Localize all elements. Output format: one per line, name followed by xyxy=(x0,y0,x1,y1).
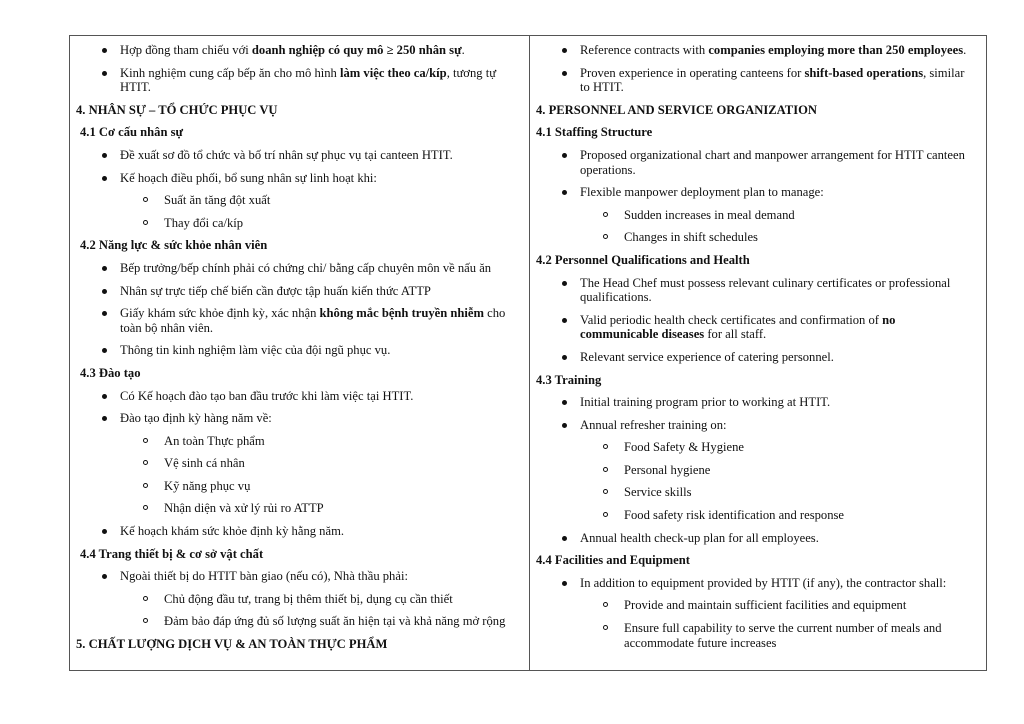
bullet-4-1-2: Kế hoạch điều phối, bổ sung nhân sự linh hoạt khi: xyxy=(76,171,517,186)
subbullet-4-1-1: Suất ăn tăng đột xuất xyxy=(76,193,517,208)
bullet-4-1-2: Flexible manpower deployment plan to manage: xyxy=(536,185,976,200)
vietnamese-column xyxy=(70,36,529,670)
subbullet-4-3-4: Food safety risk identification and response xyxy=(536,508,976,523)
bullet-4-2-1: The Head Chef must possess relevant culinary certificates or professional qualifications. xyxy=(536,276,976,305)
subbullet-4-1-1: Sudden increases in meal demand xyxy=(536,208,976,223)
english-column xyxy=(529,36,986,670)
bullet-4-2-2: Valid periodic health check certificates and confirmation of no communicable diseases for all staff. xyxy=(536,313,976,342)
heading-4-3: 4.3 Training xyxy=(536,372,602,387)
subbullet-4-4-2: Ensure full capability to serve the current number of meals and accommodate future increases xyxy=(536,621,976,650)
subbullet-4-1-2: Thay đổi ca/kíp xyxy=(76,216,517,231)
subbullet-4-4-1: Provide and maintain sufficient facilities and equipment xyxy=(536,598,976,613)
bullet-4-1-1: Đề xuất sơ đồ tổ chức và bố trí nhân sự phục vụ tại canteen HTIT. xyxy=(76,148,517,163)
heading-section-5: 5. CHẤT LƯỢNG DỊCH VỤ & AN TOÀN THỰC PHẨM xyxy=(76,637,388,652)
heading-4-1: 4.1 Cơ cấu nhân sự xyxy=(80,125,184,140)
bullet-reference-contracts: Reference contracts with companies employing more than 250 employees. xyxy=(536,43,976,58)
heading-4-2: 4.2 Personnel Qualifications and Health xyxy=(536,252,750,267)
bullet-4-2-3: Relevant service experience of catering personnel. xyxy=(536,350,976,365)
subbullet-4-3-4: Nhận diện và xử lý rủi ro ATTP xyxy=(76,501,517,516)
bullet-4-3-3: Annual health check-up plan for all employees. xyxy=(536,531,976,546)
heading-4-4: 4.4 Facilities and Equipment xyxy=(536,553,690,568)
bullet-4-4-1: Ngoài thiết bị do HTIT bàn giao (nếu có), Nhà thầu phải: xyxy=(76,569,517,584)
subbullet-4-3-3: Service skills xyxy=(536,485,976,500)
subbullet-4-3-1: Food Safety & Hygiene xyxy=(536,440,976,455)
bullet-4-2-4: Thông tin kinh nghiệm làm việc của đội ngũ phục vụ. xyxy=(76,343,517,358)
heading-4-2: 4.2 Năng lực & sức khỏe nhân viên xyxy=(80,238,268,253)
bullet-4-1-1: Proposed organizational chart and manpower arrangement for HTIT canteen operations. xyxy=(536,148,976,177)
bullet-4-3-1: Initial training program prior to working at HTIT. xyxy=(536,395,976,410)
bullet-4-2-3: Giấy khám sức khỏe định kỳ, xác nhận không mắc bệnh truyền nhiễm cho toàn bộ nhân viên. xyxy=(76,306,517,335)
bullet-4-3-2: Đào tạo định kỳ hàng năm về: xyxy=(76,411,517,426)
heading-section-4: 4. NHÂN SỰ – TỔ CHỨC PHỤC VỤ xyxy=(76,102,278,117)
subbullet-4-4-1: Chủ động đầu tư, trang bị thêm thiết bị, dụng cụ cần thiết xyxy=(76,592,517,607)
bullet-4-3-3: Kế hoạch khám sức khỏe định kỳ hằng năm. xyxy=(76,524,517,539)
bilingual-table xyxy=(69,35,987,671)
heading-4-4: 4.4 Trang thiết bị & cơ sở vật chất xyxy=(80,546,264,561)
heading-section-4: 4. PERSONNEL AND SERVICE ORGANIZATION xyxy=(536,102,817,117)
subbullet-4-4-2: Đảm bảo đáp ứng đủ số lượng suất ăn hiện tại và khả năng mở rộng xyxy=(76,614,517,629)
heading-4-1: 4.1 Staffing Structure xyxy=(536,125,653,140)
heading-4-3: 4.3 Đào tạo xyxy=(80,365,141,380)
subbullet-4-3-2: Vệ sinh cá nhân xyxy=(76,456,517,471)
bullet-4-3-2: Annual refresher training on: xyxy=(536,418,976,433)
bullet-reference-contracts: Hợp đồng tham chiếu với doanh nghiệp có quy mô ≥ 250 nhân sự. xyxy=(76,43,517,58)
subbullet-4-3-1: An toàn Thực phẩm xyxy=(76,434,517,449)
subbullet-4-1-2: Changes in shift schedules xyxy=(536,230,976,245)
bullet-shift-experience: Proven experience in operating canteens for shift-based operations, similar to HTIT. xyxy=(536,66,976,95)
bullet-4-2-1: Bếp trưởng/bếp chính phải có chứng chỉ/ bằng cấp chuyên môn về nấu ăn xyxy=(76,261,517,276)
bullet-4-4-1: In addition to equipment provided by HTIT (if any), the contractor shall: xyxy=(536,576,976,591)
bullet-4-2-2: Nhân sự trực tiếp chế biến cần được tập huấn kiến thức ATTP xyxy=(76,284,517,299)
subbullet-4-3-2: Personal hygiene xyxy=(536,463,976,478)
bullet-4-3-1: Có Kế hoạch đào tạo ban đầu trước khi làm việc tại HTIT. xyxy=(76,389,517,404)
bullet-shift-experience: Kinh nghiệm cung cấp bếp ăn cho mô hình làm việc theo ca/kíp, tương tự HTIT. xyxy=(76,66,517,95)
subbullet-4-3-3: Kỹ năng phục vụ xyxy=(76,479,517,494)
